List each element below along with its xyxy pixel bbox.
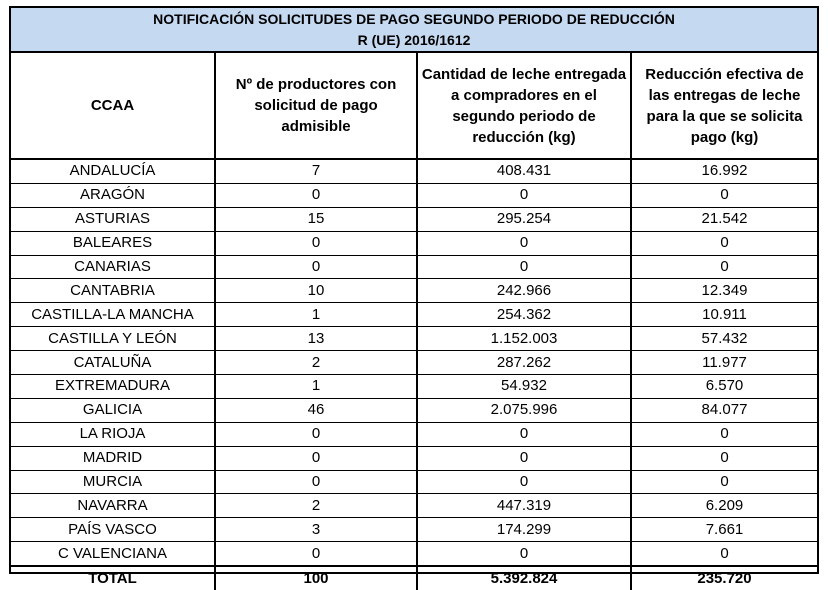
cell-productores: 1 <box>215 375 417 399</box>
cell-cantidad-leche: 447.319 <box>417 494 631 518</box>
table-title <box>11 8 817 53</box>
payment-requests-table <box>11 53 817 590</box>
table-row <box>11 279 817 303</box>
total-cell-productores: 100 <box>215 566 417 590</box>
cell-productores: 0 <box>215 542 417 566</box>
cell-cantidad-leche: 1.152.003 <box>417 327 631 351</box>
column-header-reduccion: Reducción efectiva de las entregas de leche para la que se solicita pago (kg) <box>631 53 817 159</box>
table-row <box>11 518 817 542</box>
cell-reduccion: 7.661 <box>631 518 817 542</box>
table-row <box>11 255 817 279</box>
cell-productores: 0 <box>215 470 417 494</box>
cell-cantidad-leche: 254.362 <box>417 303 631 327</box>
cell-cantidad-leche: 408.431 <box>417 159 631 183</box>
cell-cantidad-leche: 295.254 <box>417 207 631 231</box>
cell-reduccion: 6.209 <box>631 494 817 518</box>
cell-ccaa: CASTILLA Y LEÓN <box>11 327 215 351</box>
cell-reduccion: 0 <box>631 542 817 566</box>
cell-reduccion: 0 <box>631 470 817 494</box>
cell-cantidad-leche: 54.932 <box>417 375 631 399</box>
cell-productores: 2 <box>215 351 417 375</box>
cell-ccaa: ASTURIAS <box>11 207 215 231</box>
cell-productores: 13 <box>215 327 417 351</box>
cell-ccaa: ANDALUCÍA <box>11 159 215 183</box>
table-row <box>11 494 817 518</box>
cell-ccaa: PAÍS VASCO <box>11 518 215 542</box>
cell-reduccion: 0 <box>631 446 817 470</box>
table-row <box>11 375 817 399</box>
total-row <box>11 566 817 590</box>
table-title-line-1: NOTIFICACIÓN SOLICITUDES DE PAGO SEGUNDO PERIODO DE REDUCCIÓN <box>153 11 675 27</box>
cell-cantidad-leche: 0 <box>417 183 631 207</box>
cell-reduccion: 16.992 <box>631 159 817 183</box>
table-row <box>11 207 817 231</box>
column-header-ccaa: CCAA <box>11 53 215 159</box>
table-row <box>11 231 817 255</box>
cell-productores: 0 <box>215 255 417 279</box>
cell-cantidad-leche: 0 <box>417 255 631 279</box>
cell-productores: 1 <box>215 303 417 327</box>
cell-ccaa: CANARIAS <box>11 255 215 279</box>
table-row <box>11 327 817 351</box>
total-cell-reduccion: 235.720 <box>631 566 817 590</box>
cell-reduccion: 6.570 <box>631 375 817 399</box>
table-row <box>11 470 817 494</box>
cell-ccaa: LA RIOJA <box>11 422 215 446</box>
cell-ccaa: CANTABRIA <box>11 279 215 303</box>
table-row <box>11 542 817 566</box>
cell-ccaa: GALICIA <box>11 398 215 422</box>
cell-ccaa: C VALENCIANA <box>11 542 215 566</box>
total-cell-cantidad-leche: 5.392.824 <box>417 566 631 590</box>
cell-reduccion: 10.911 <box>631 303 817 327</box>
table-body <box>11 159 817 590</box>
cell-productores: 0 <box>215 183 417 207</box>
table-row <box>11 159 817 183</box>
cell-cantidad-leche: 174.299 <box>417 518 631 542</box>
cell-ccaa: MADRID <box>11 446 215 470</box>
cell-reduccion: 12.349 <box>631 279 817 303</box>
table-row <box>11 398 817 422</box>
cell-productores: 0 <box>215 422 417 446</box>
cell-reduccion: 11.977 <box>631 351 817 375</box>
cell-productores: 0 <box>215 446 417 470</box>
cell-ccaa: EXTREMADURA <box>11 375 215 399</box>
cell-productores: 2 <box>215 494 417 518</box>
total-cell-ccaa: TOTAL <box>11 566 215 590</box>
cell-productores: 10 <box>215 279 417 303</box>
cell-cantidad-leche: 0 <box>417 422 631 446</box>
cell-reduccion: 0 <box>631 231 817 255</box>
cell-ccaa: BALEARES <box>11 231 215 255</box>
cell-productores: 15 <box>215 207 417 231</box>
cell-cantidad-leche: 287.262 <box>417 351 631 375</box>
cell-reduccion: 0 <box>631 183 817 207</box>
cell-cantidad-leche: 242.966 <box>417 279 631 303</box>
cell-reduccion: 84.077 <box>631 398 817 422</box>
table-row <box>11 183 817 207</box>
table-row <box>11 351 817 375</box>
cell-productores: 0 <box>215 231 417 255</box>
cell-cantidad-leche: 0 <box>417 470 631 494</box>
cell-ccaa: ARAGÓN <box>11 183 215 207</box>
cell-reduccion: 0 <box>631 255 817 279</box>
cell-reduccion: 21.542 <box>631 207 817 231</box>
column-header-cantidad-leche: Cantidad de leche entregada a compradores en el segundo periodo de reducción (kg) <box>417 53 631 159</box>
table-title-line-2: R (UE) 2016/1612 <box>357 32 471 48</box>
cell-productores: 3 <box>215 518 417 542</box>
cell-reduccion: 0 <box>631 422 817 446</box>
cell-cantidad-leche: 0 <box>417 231 631 255</box>
table-header-row <box>11 53 817 159</box>
cell-productores: 7 <box>215 159 417 183</box>
cell-cantidad-leche: 0 <box>417 542 631 566</box>
cell-ccaa: MURCIA <box>11 470 215 494</box>
cell-ccaa: CATALUÑA <box>11 351 215 375</box>
cell-ccaa: CASTILLA-LA MANCHA <box>11 303 215 327</box>
cell-cantidad-leche: 2.075.996 <box>417 398 631 422</box>
table-row <box>11 446 817 470</box>
table-row <box>11 422 817 446</box>
cell-reduccion: 57.432 <box>631 327 817 351</box>
table-row <box>11 303 817 327</box>
column-header-productores: Nº de productores con solicitud de pago admisible <box>215 53 417 159</box>
cell-ccaa: NAVARRA <box>11 494 215 518</box>
cell-cantidad-leche: 0 <box>417 446 631 470</box>
report-table-frame <box>9 6 819 587</box>
cell-productores: 46 <box>215 398 417 422</box>
